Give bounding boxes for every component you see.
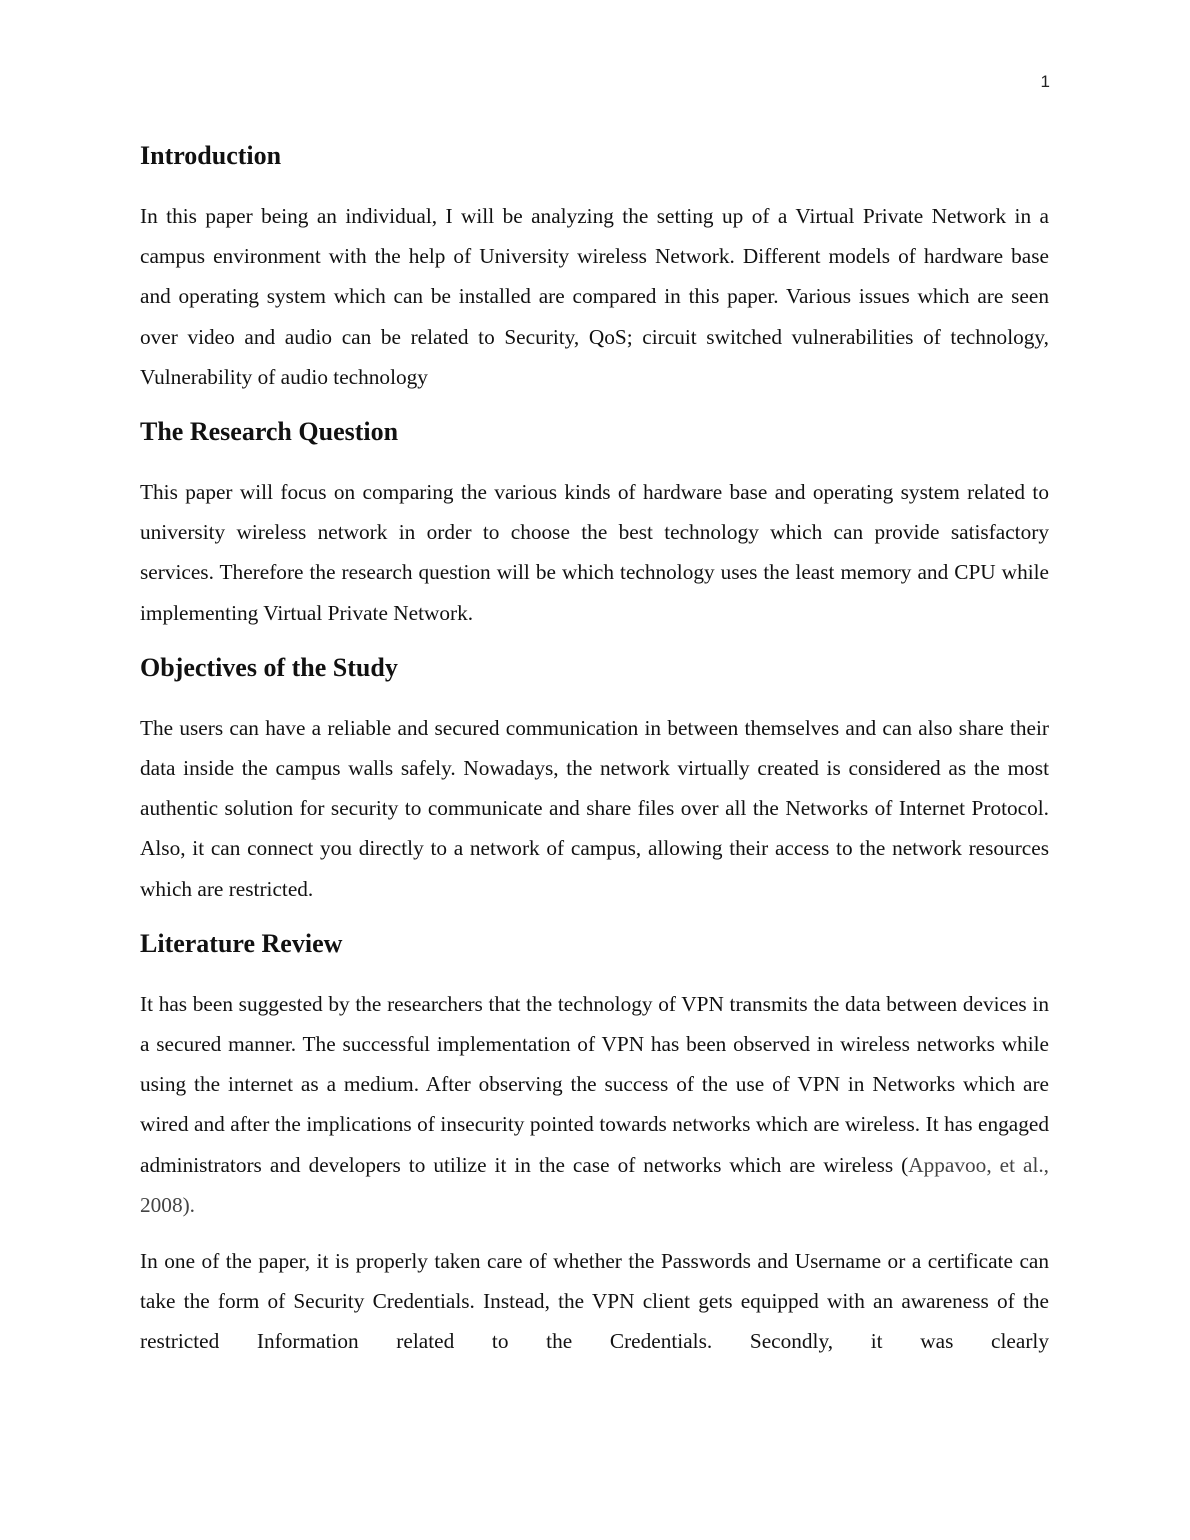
introduction-heading: Introduction (140, 141, 282, 170)
introduction-paragraph: In this paper being an individual, I will be analyzing the setting up of a Virtual Private Network in a campus environment with the help of University wireless Network. Different models of hardware base and operating system which can be installed are compared in this paper. Various issues which are seen over video and audio can be related to Security, QoS; circuit switched vulnerabilities of technology, Vulnerability of audio technology (140, 204, 1049, 389)
literature-review-paragraph-1 (140, 984, 1049, 1225)
document-body (140, 138, 1049, 1362)
literature-review-text: It has been suggested by the researchers that the technology of VPN transmits the data between devices in a secured manner. The successful implementation of VPN has been observed in wireless networks while using the internet as a medium. After observing the success of the use of VPN in Networks which are wired and after the implications of insecurity pointed towards networks which are wireless. It has engaged administrators and developers to utilize it in the case of networks which are wireless ( (140, 991, 1049, 1177)
research-question-heading: The Research Question (140, 417, 399, 447)
research-question-paragraph: This paper will focus on comparing the various kinds of hardware base and operating system related to university wireless network in order to choose the best technology which can provide satisfactory services. Therefore the research question will be which technology uses the least memory and CPU while implementing Virtual Private Network. (140, 480, 1049, 625)
objectives-heading: Objectives of the Study (140, 652, 398, 682)
literature-review-paragraph-2: In one of the paper, it is properly taken care of whether the Passwords and Username or a certificate can take the form of Security Credentials. Instead, the VPN client gets equipped with an awareness of the restricted Information related to the Credentials. Secondly, it was clearly (140, 1249, 1049, 1354)
page-number: 1 (1040, 72, 1050, 91)
objectives-paragraph: The users can have a reliable and secured communication in between themselves and can also share their data inside the campus walls safely. Nowadays, the network virtually created is considered as the most authentic solution for security to communicate and share files over all the Networks of Internet Protocol. Also, it can connect you directly to a network of campus, allowing their access to the network resources which are restricted. (140, 715, 1049, 901)
literature-review-heading: Literature Review (140, 928, 343, 958)
citation: Appavoo, et al., 2008). (140, 1152, 1050, 1217)
